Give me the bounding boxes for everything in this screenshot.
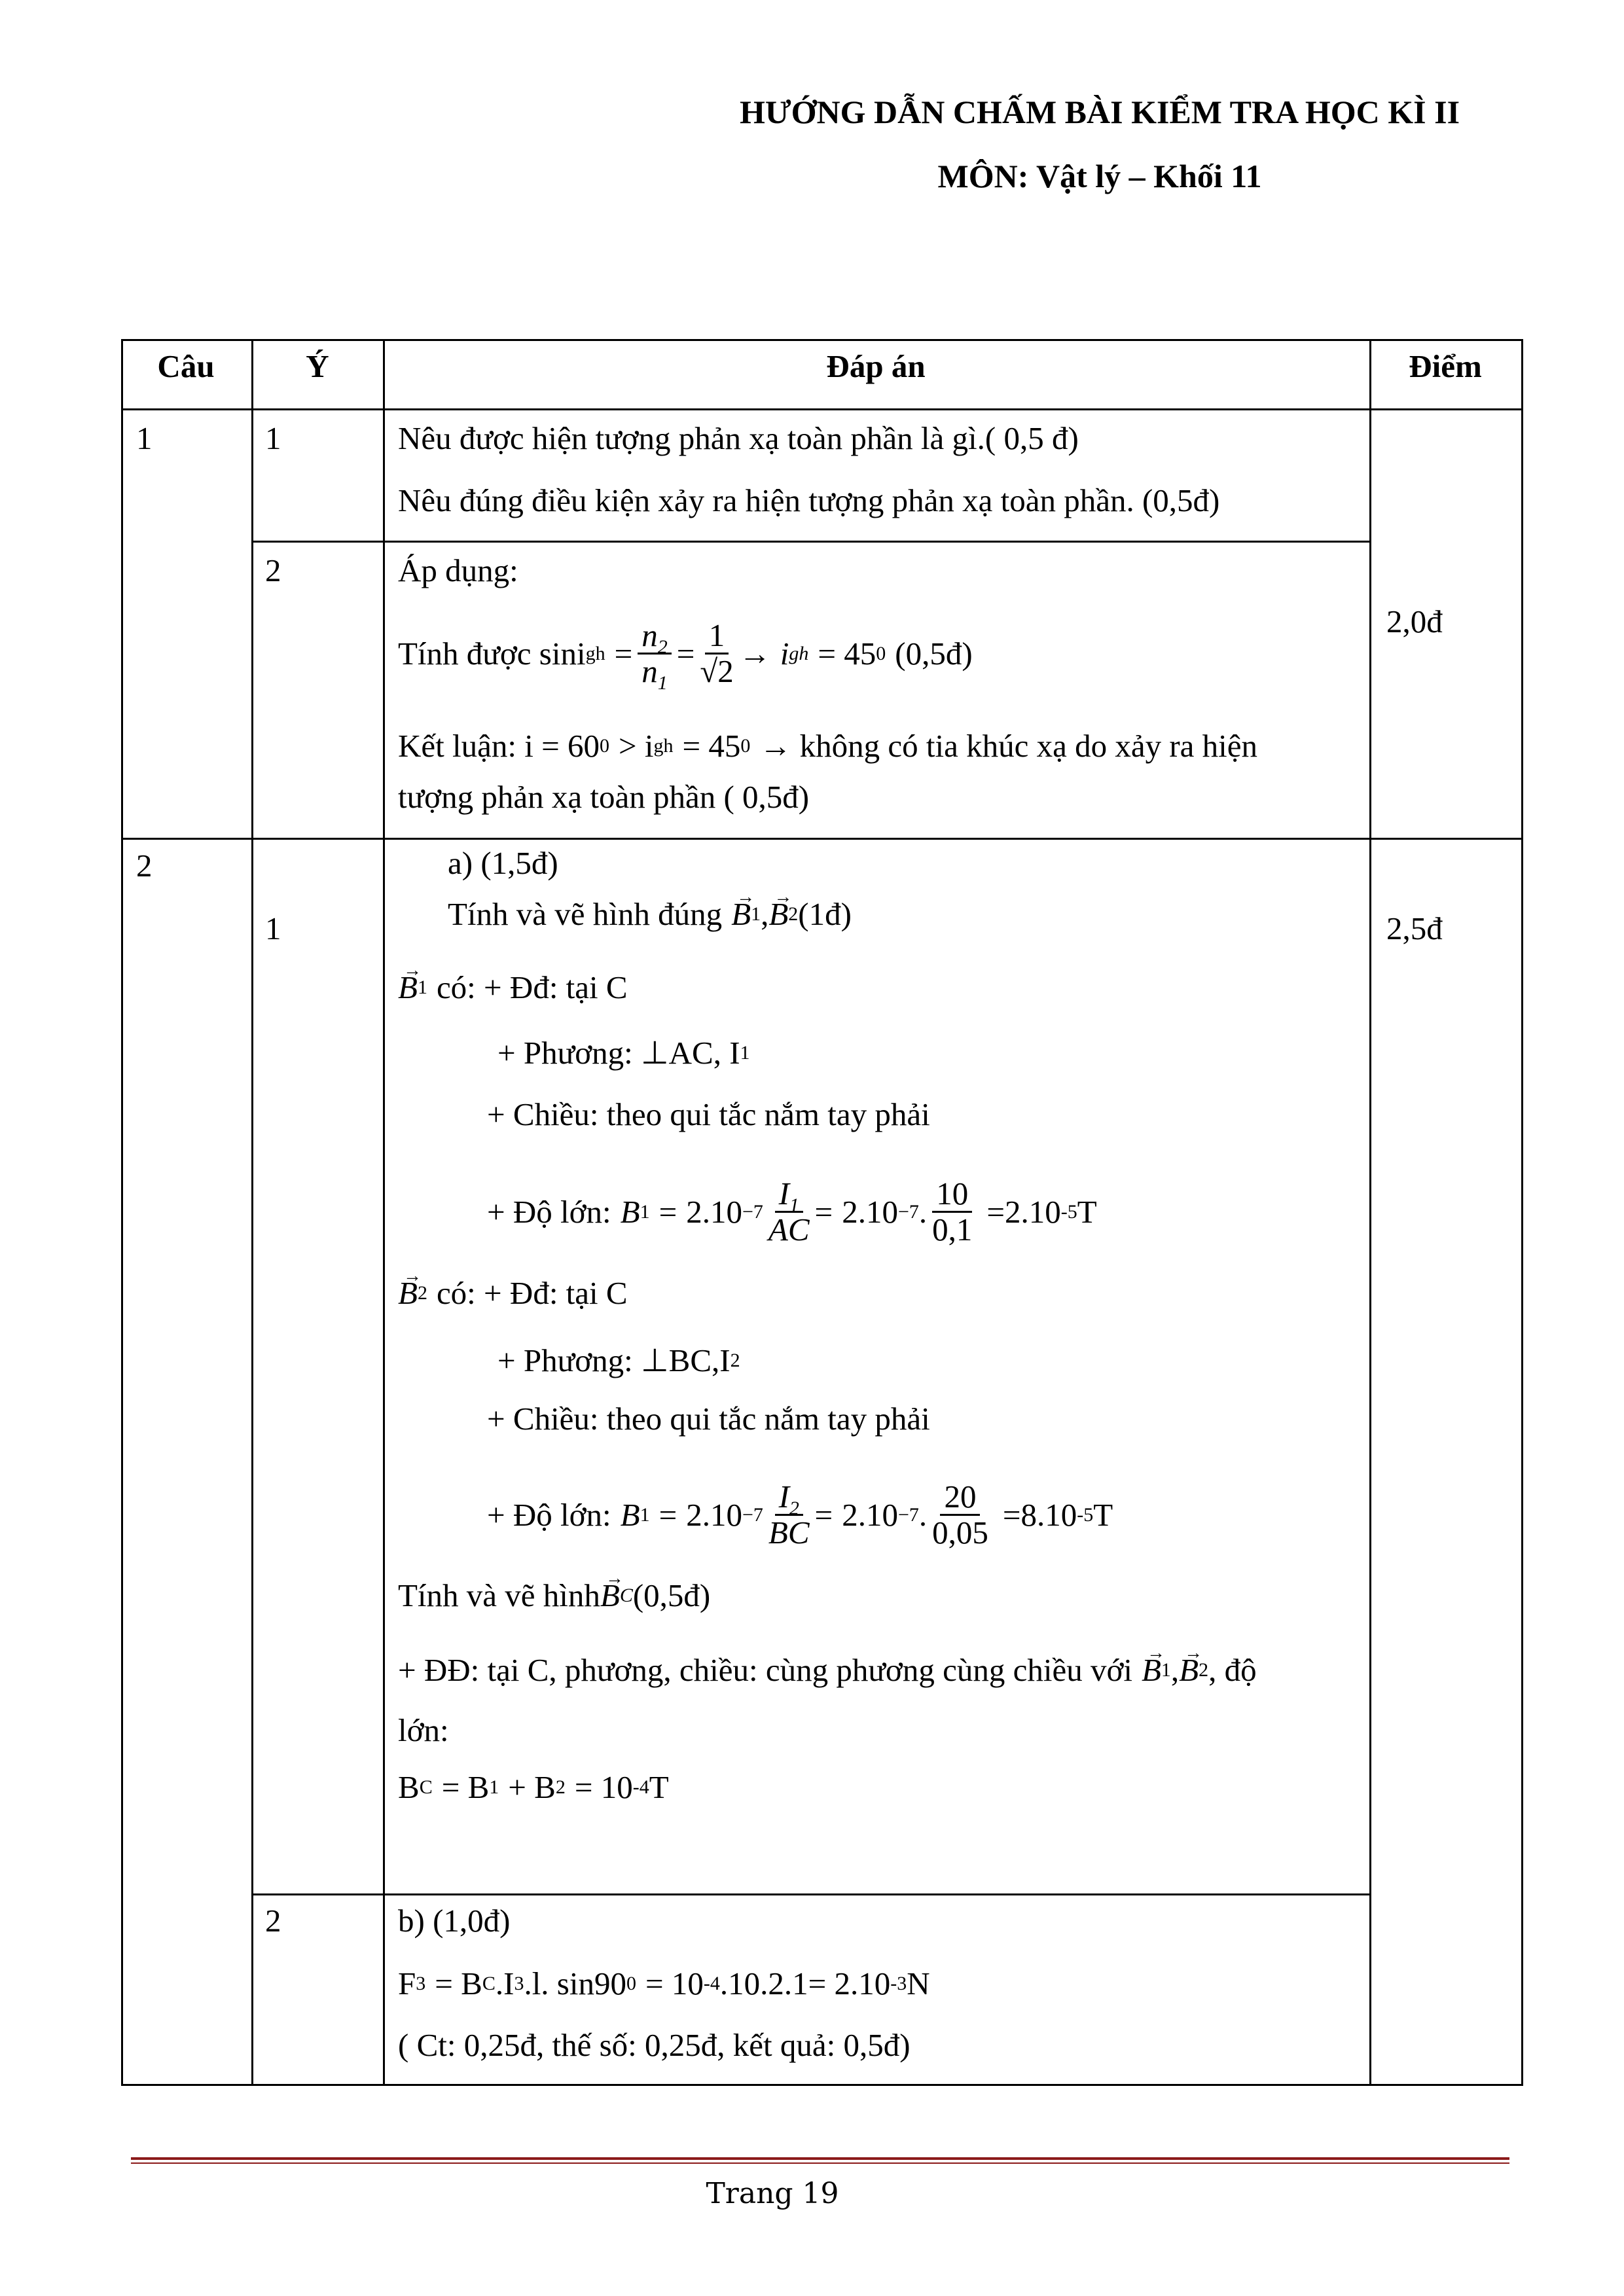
footer-divider (131, 2157, 1509, 2160)
q2-formula-b1: + Độ lớn: B 1 = 2.10 −7 $I_1$ AC = 2.10 −7 . 10 0,1 =2.10 -5 T (487, 1175, 1097, 1247)
footer-divider (131, 2162, 1509, 2164)
fraction (932, 1480, 988, 1550)
text: I (778, 1175, 789, 1211)
q2-line: → B 1 có: + Đđ: tại C (398, 968, 628, 1007)
q2-line: → B 2 có: + Đđ: tại C (398, 1274, 628, 1313)
text: =2.10 (986, 1193, 1061, 1230)
text: =8.10 (1002, 1496, 1077, 1533)
text: T (649, 1769, 669, 1805)
text: → B (600, 1576, 620, 1615)
q2-line: Tính và vẽ hình → B C (0,5đ) (398, 1576, 710, 1615)
text: = (676, 635, 695, 672)
text: 2.10 (686, 1496, 742, 1533)
text: 2 (789, 1497, 799, 1519)
text: → không có tia khúc xạ do xảy ra hiện (759, 728, 1258, 764)
text: có: + Đđ: tại C (436, 1275, 628, 1311)
q1-number: 1 (136, 420, 153, 456)
doc-title: HƯỚNG DẪN CHẤM BÀI KIỂM TRA HỌC KÌ II (739, 94, 1460, 130)
text: (1đ) (798, 896, 852, 932)
q2-line: Tính và vẽ hình đúng → B 1 , → B 2 (1đ) (448, 895, 852, 934)
text: n (641, 653, 658, 689)
text: 2.10 (686, 1193, 742, 1230)
q1-line: Nêu đúng điều kiện xảy ra hiện tượng phản xạ toàn phần. (0,5đ) (398, 482, 1220, 518)
text: 1 (705, 619, 729, 655)
text: 2.10 (842, 1193, 898, 1230)
fraction (638, 617, 672, 694)
col-header-cau: Câu (157, 348, 215, 384)
text: , độ (1208, 1652, 1257, 1688)
q2-formula-b2: + Độ lớn: B 1 = 2.10 −7 $I_2$ BC = 2.10 −7 . 20 0,05 =8.10 -5 T (487, 1479, 1113, 1551)
text: > i (618, 728, 654, 764)
text: + ĐĐ: tại C, phương, chiều: cùng phương cùng chiều với (398, 1652, 1132, 1688)
text: T (1077, 1193, 1097, 1230)
text: = (614, 635, 633, 672)
text: F (398, 1965, 416, 2001)
text: + Độ lớn: (487, 1496, 611, 1533)
text: BC (768, 1515, 810, 1551)
text: B (620, 1193, 640, 1230)
text: 20 (940, 1480, 980, 1516)
q2-number: 2 (136, 848, 153, 884)
text: + Độ lớn: (487, 1193, 611, 1230)
q2-part1: 1 (265, 910, 281, 946)
text: . (918, 1193, 928, 1230)
text: B (620, 1496, 640, 1533)
text: + Phương: ⊥AC, I (497, 1035, 740, 1071)
q2-line: F 3 = B C .I 3 .l. sin90 0 = 10 -4 .10.2.1= 2.10 -3 N (398, 1964, 930, 2003)
text: .10.2.1= 2.10 (719, 1965, 891, 2001)
fraction (932, 1177, 972, 1247)
text: .l. sin90 (524, 1965, 626, 2001)
text: = 10 (645, 1965, 704, 2001)
q2-part-b: b) (1,0đ) (398, 1903, 511, 1939)
q1-line: Áp dụng: (398, 552, 518, 588)
q2-score: 2,5đ (1386, 910, 1443, 946)
text: (0,5đ) (632, 1577, 711, 1613)
text: → B (398, 968, 418, 1007)
text: 2 (657, 636, 668, 658)
q2-part2: 2 (265, 1903, 281, 1939)
text: → B (1142, 1651, 1161, 1690)
q2-part-a: a) (1,5đ) (448, 845, 558, 881)
text: (0,5đ) (895, 635, 973, 672)
text: n (641, 617, 658, 653)
text: T (1093, 1496, 1113, 1533)
q2-line: B C = B 1 + B 2 = 10 -4 T (398, 1768, 669, 1807)
q2-line: lớn: (398, 1712, 449, 1748)
text: N (907, 1965, 930, 2001)
col-header-diem: Điểm (1409, 348, 1482, 384)
text: 2.10 (842, 1496, 898, 1533)
text: 0,05 (932, 1515, 988, 1551)
text: 10 (932, 1177, 972, 1213)
text: → B (1179, 1651, 1199, 1690)
text: AC (768, 1211, 810, 1247)
q1-line: tượng phản xạ toàn phần ( 0,5đ) (398, 779, 810, 815)
text: + Phương: ⊥BC,I (497, 1342, 731, 1378)
text: + B (508, 1769, 556, 1805)
doc-subject: MÔN: Vật lý – Khối 11 (937, 158, 1262, 194)
fraction (768, 1177, 810, 1247)
text: → (738, 635, 771, 672)
q2-line: + Phương: ⊥AC, I 1 (497, 1033, 750, 1073)
q1-part2: 2 (265, 552, 281, 588)
q2-line: + Chiều: theo qui tắc nắm tay phải (487, 1401, 930, 1437)
text: Tính được sini (398, 635, 586, 672)
q2-line: ( Ct: 0,25đ, thế số: 0,25đ, kết quả: 0,5đ) (398, 2027, 911, 2063)
text: = 45 (682, 728, 741, 764)
col-header-y: Ý (306, 348, 329, 384)
text: Tính và vẽ hình đúng (448, 896, 723, 932)
q1-formula: Tính được sini gh = $\frac{n_2}{n_1}$ = $\frac{1}{√2}$ → i gh = 45 0 (0,5đ) (398, 617, 973, 694)
q2-line: + ĐĐ: tại C, phương, chiều: cùng phương cùng chiều với → B 1 , → B 2 , độ (398, 1651, 1257, 1690)
q1-score: 2,0đ (1386, 603, 1443, 639)
text: = 10 (574, 1769, 633, 1805)
text: = 45 (818, 635, 876, 672)
text: → B (731, 895, 751, 934)
text: . (918, 1496, 928, 1533)
q1-part1: 1 (265, 420, 281, 456)
q1-line: Nêu được hiện tượng phản xạ toàn phần là gì.( 0,5 đ) (398, 420, 1079, 456)
q2-line: + Chiều: theo qui tắc nắm tay phải (487, 1096, 930, 1132)
fraction (768, 1480, 810, 1550)
text: i (780, 635, 789, 672)
text: Kết luận: i = 60 (398, 728, 600, 764)
page-number: Trang 19 (706, 2177, 839, 2210)
text: 0,1 (932, 1211, 973, 1247)
text: = B (435, 1965, 482, 2001)
q2-line: + Phương: ⊥BC,I 2 (497, 1341, 740, 1380)
text: I (778, 1479, 789, 1515)
col-header-dap-an: Đáp án (826, 348, 926, 384)
text: → B (398, 1274, 418, 1313)
text: có: + Đđ: tại C (436, 969, 628, 1005)
q1-conclusion: Kết luận: i = 60 0 > i gh = 45 0 → không có tia khúc xạ do xảy ra hiện (398, 726, 1257, 766)
text: , (1170, 1652, 1180, 1688)
fraction (700, 619, 733, 689)
text: = B (441, 1769, 490, 1805)
text: → B (768, 895, 788, 934)
text: .I (495, 1965, 514, 2001)
text: 1 (657, 672, 668, 694)
text: B (398, 1769, 420, 1805)
text: 1 (789, 1194, 799, 1216)
text: √2 (700, 653, 734, 689)
text: Tính và vẽ hình (398, 1577, 600, 1613)
text: , (761, 896, 769, 932)
